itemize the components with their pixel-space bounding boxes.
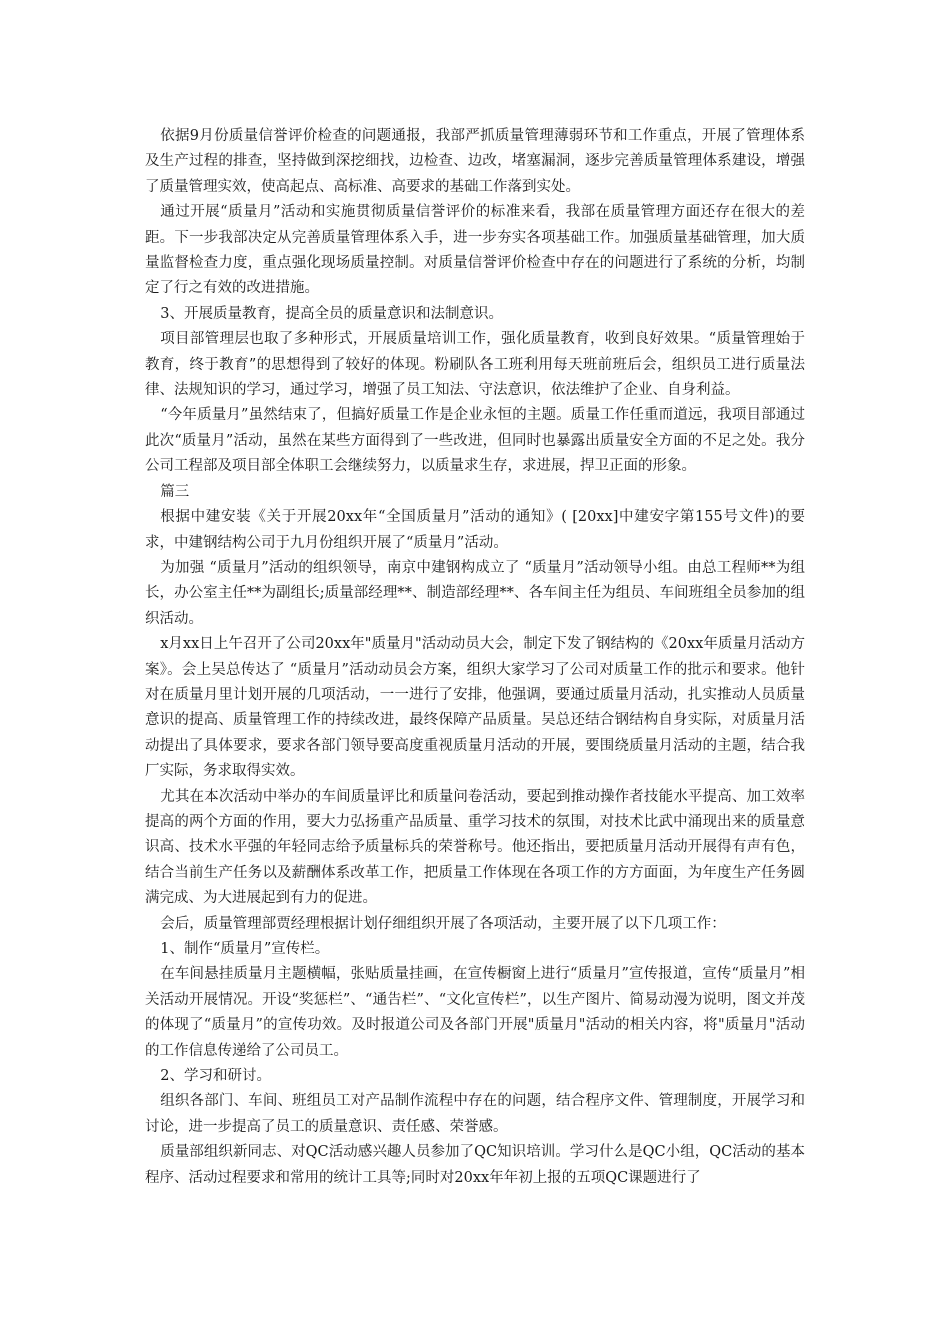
paragraph: 根据中建安装《关于开展20xx年“全国质量月”活动的通知》( [20xx]中建安字第155号文件)的要求，中建钢结构公司于九月份组织开展了“质量月”活动。 (145, 509, 805, 551)
section-heading: 1、制作“质量月”宣传栏。 (160, 941, 330, 957)
paragraph: 通过开展“质量月”活动和实施贯彻质量信誉评价的标准来看，我部在质量管理方面还存在很大的差距。下一步我部决定从完善质量管理体系入手，进一步夯实各项基础工作。加强质量基础管理，加大质量监督检查力度，重点强化现场质量控制。对质量信誉评价检查中存在的问题进行了系统的分析，均制定了行之有效的改进措施。 (145, 204, 805, 297)
paragraph: 质量部组织新同志、对QC活动感兴趣人员参加了QC知识培训。学习什么是QC小组，QC活动的基本程序、活动过程要求和常用的统计工具等;同时对20xx年年初上报的五项QC课题进行了 (145, 1144, 805, 1186)
paragraph: 组织各部门、车间、班组员工对产品制作流程中存在的问题，结合程序文件、管理制度，开展学习和讨论，进一步提高了员工的质量意识、责任感、荣誉感。 (145, 1093, 805, 1135)
section-heading: 3、开展质量教育，提高全员的质量意识和法制意识。 (160, 305, 503, 322)
section-heading: 2、学习和研讨。 (160, 1068, 271, 1085)
document-body (145, 124, 805, 1191)
paragraph: 会后，质量管理部贾经理根据计划仔细组织开展了各项活动，主要开展了以下几项工作： (160, 915, 726, 932)
paragraph: 项目部管理层也取了多种形式，开展质量培训工作，强化质量教育，收到良好效果。“质量管理始于教育，终于教育”的思想得到了较好的体现。粉刷队各工班利用每天班前班后会，组织员工进行质量法律、法规知识的学习，通过学习，增强了员工知法、守法意识，依法维护了企业、自身利益。 (145, 331, 805, 399)
paragraph: 在车间悬挂质量月主题横幅，张贴质量挂画，在宣传橱窗上进行“质量月”宣传报道，宣传“质量月”相关活动开展情况。开设“奖惩栏”、“通告栏”、“文化宣传栏”，以生产图片、简易动漫为说明，图文并茂的体现了“质量月”的宣传功效。及时报道公司及各部门开展"质量月"活动的相关内容，将"质量月"活动的工作信息传递给了公司员工。 (145, 966, 805, 1059)
paragraph: 为加强 “质量月”活动的组织领导，南京中建钢构成立了 “质量月”活动领导小组。由总工程师**为组长，办公室主任**为副组长;质量部经理**、制造部经理**、各车间主任为组员、车间班组全员参加的组织活动。 (145, 559, 805, 627)
paragraph: x月xx日上午召开了公司20xx年"质量月"活动动员大会，制定下发了钢结构的《20xx年质量月活动方案》。会上吴总传达了 “质量月”活动动员会方案，组织大家学习了公司对质量工作的批示和要求。他针对在质量月里计划开展的几项活动，一一进行了安排，他强调，要通过质量月活动，扎实推动人员质量意识的提高、质量管理工作的持续改进，最终保障产品质量。吴总还结合钢结构自身实际，对质量月活动提出了具体要求，要求各部门领导要高度重视质量月活动的开展，要围绕质量月活动的主题，结合我厂实际，务求取得实效。 (145, 636, 805, 780)
chapter-heading: 篇三 (160, 483, 190, 500)
paragraph: “今年质量月”虽然结束了，但搞好质量工作是企业永恒的主题。质量工作任重而道远，我项目部通过此次“质量月”活动，虽然在某些方面得到了一些改进，但同时也暴露出质量安全方面的不足之处。我分公司工程部及项目部全体职工会继续努力，以质量求生存，求进展，捍卫正面的形象。 (145, 407, 805, 475)
paragraph: 尤其在本次活动中举办的车间质量评比和质量问卷活动，要起到推动操作者技能水平提高、加工效率提高的两个方面的作用，要大力弘扬重产品质量、重学习技术的氛围，对技术比武中涌现出来的质量意识高、技术水平强的年轻同志给予质量标兵的荣誉称号。他还指出，要把质量月活动开展得有声有色，结合当前生产任务以及薪酬体系改革工作，把质量工作体现在各项工作的方方面面，为年度生产任务圆满完成、为大进展起到有力的促进。 (145, 788, 805, 907)
paragraph: 依据9月份质量信誉评价检查的问题通报，我部严抓质量管理薄弱环节和工作重点，开展了管理体系及生产过程的排查，坚持做到深挖细找，边检查、边改，堵塞漏洞，逐步完善质量管理体系建设，增强了质量管理实效，使高起点、高标准、高要求的基础工作落到实处。 (145, 128, 805, 195)
